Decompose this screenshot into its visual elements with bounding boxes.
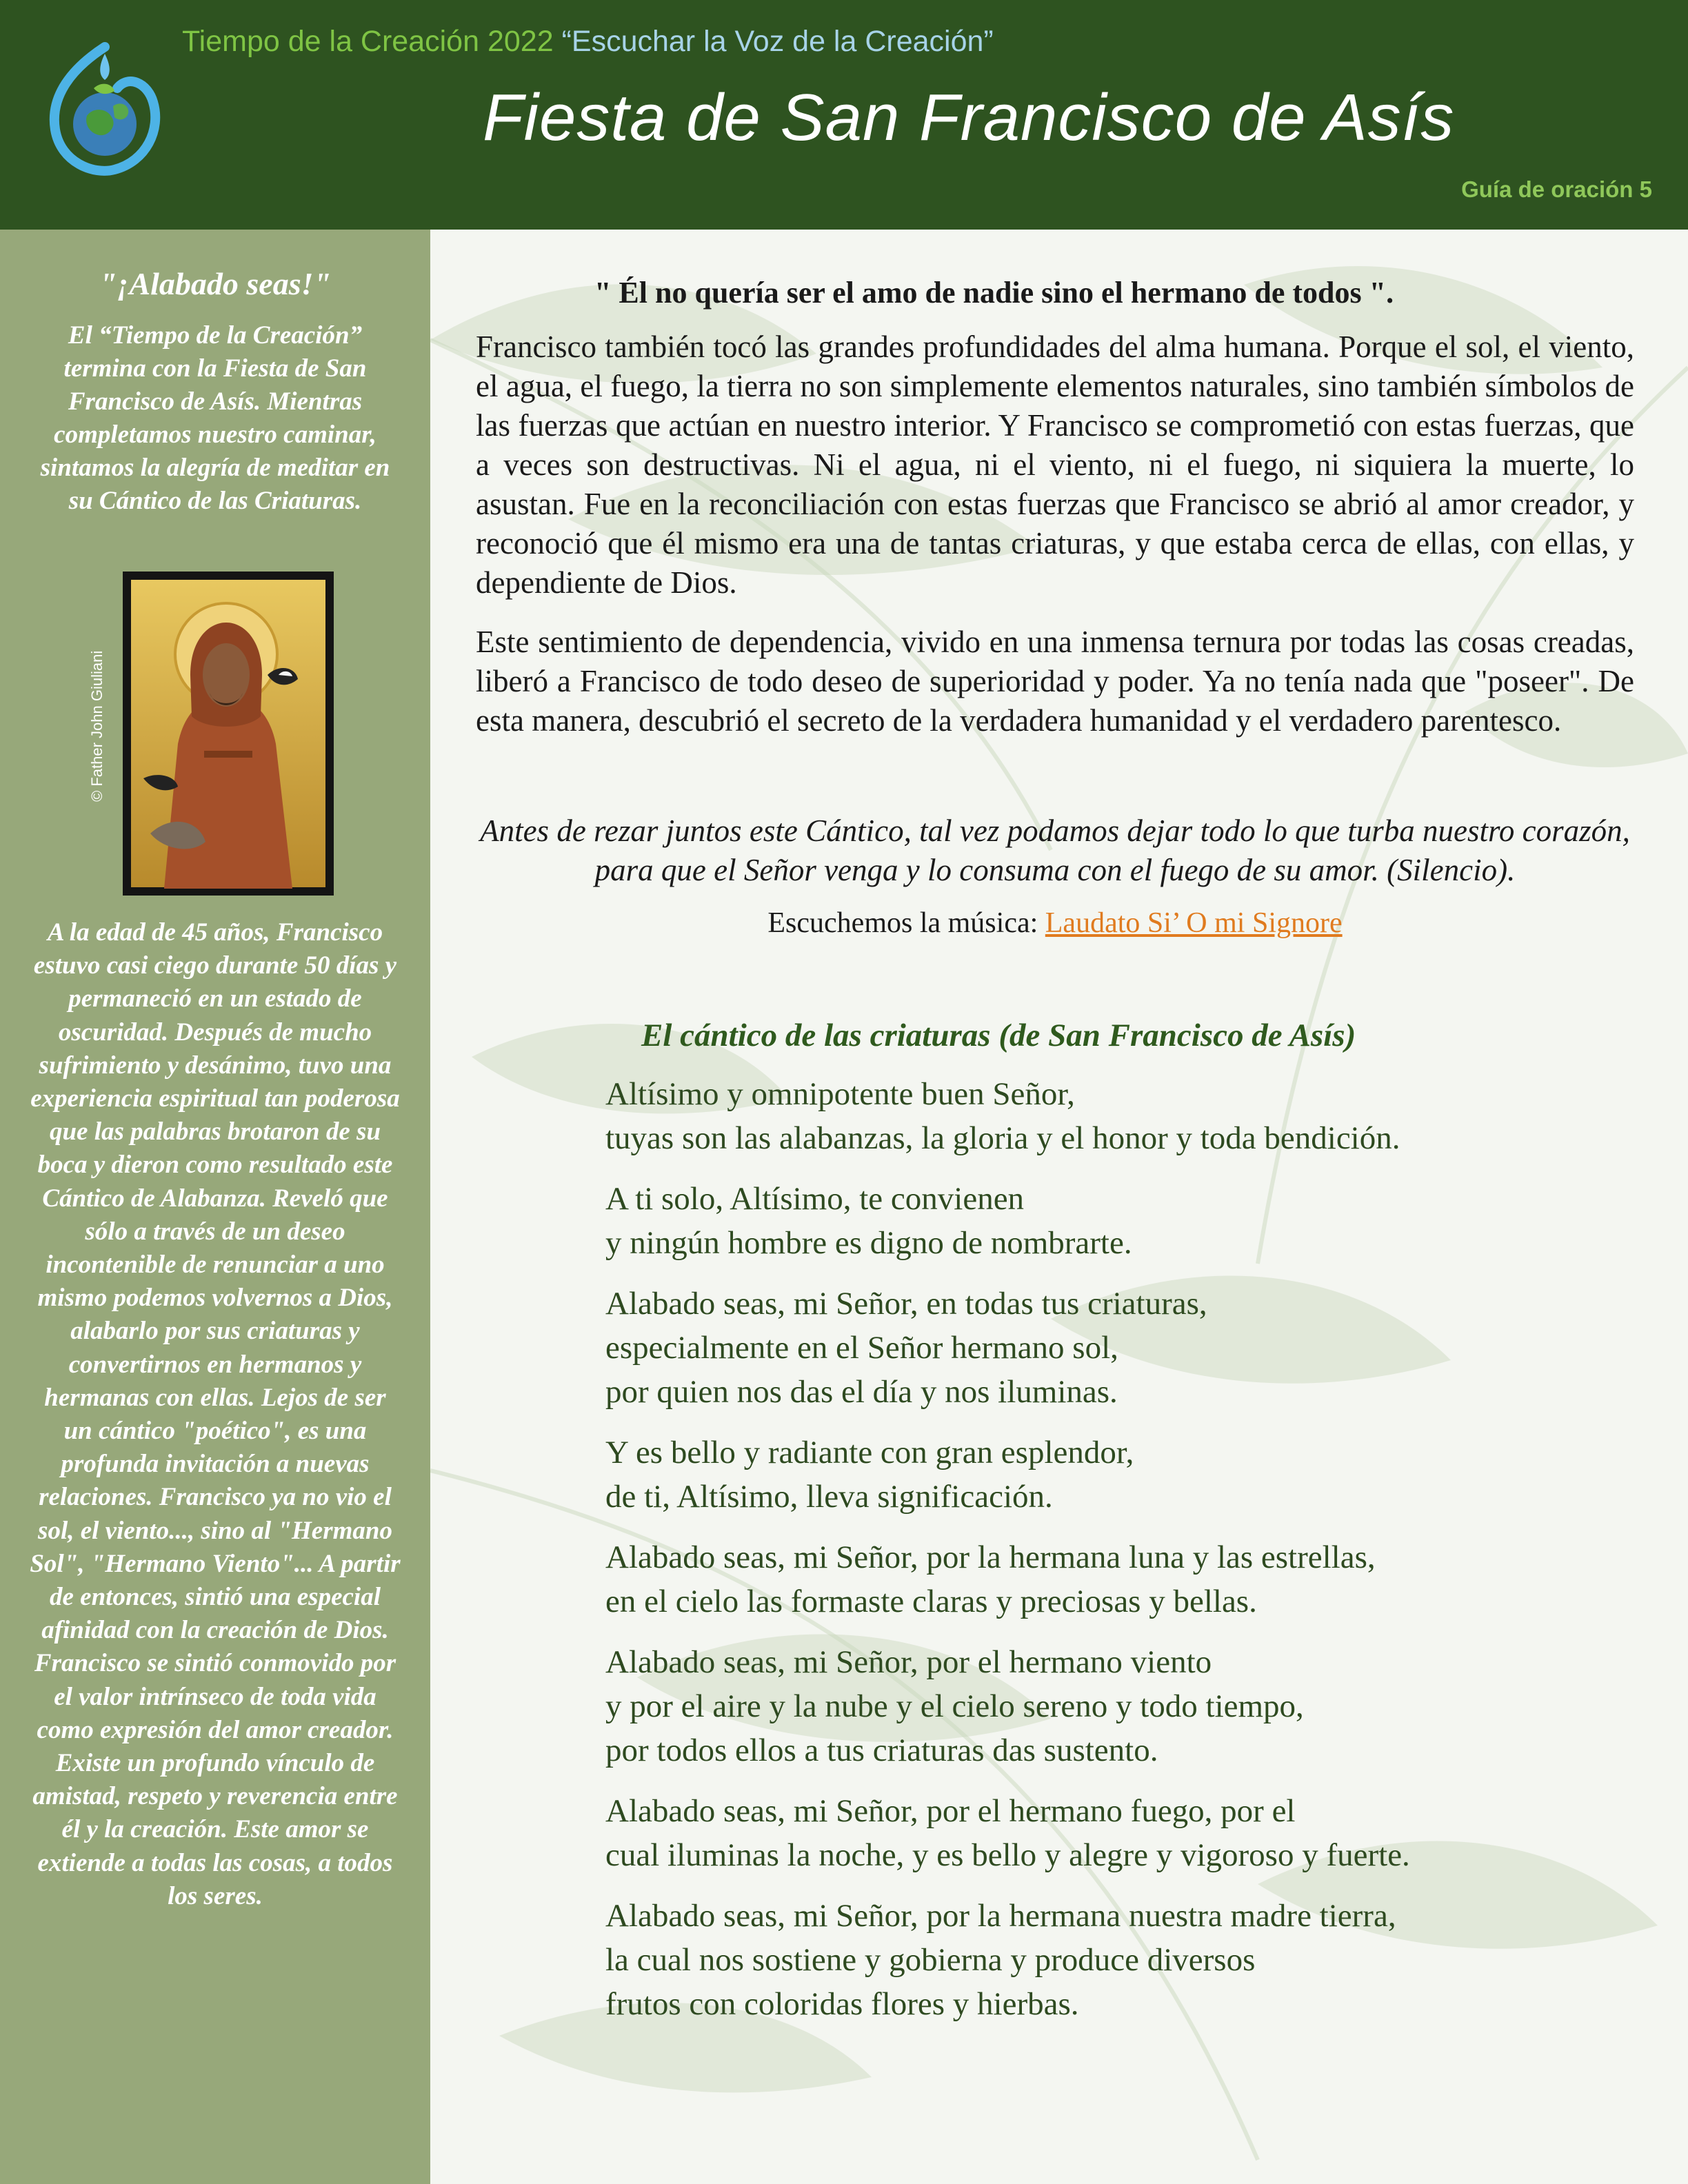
canticle-line: por quien nos das el día y nos iluminas. [605, 1374, 1118, 1410]
paragraph-1: Francisco también tocó las grandes profundidades del alma humana. Porque el sol, el viento, el agua, el fuego, la tierra no son simplemente elementos naturales, sino también símbolos de las fuerzas que actúan en nuestro interior. Y Francisco se comprometió con estas fuerzas, que a veces son destructivas. Ni el agua, ni el viento, ni el fuego, ni siquiera la muerte, lo asustan. Fue en la reconciliación con estas fuerzas que Francisco se abrió al amor creador, y reconoció que él mismo era una de tantas criaturas, y que estaba cerca de ellas, con ellas, y dependiente de Dios. [476, 330, 1634, 600]
canticle-stanza [605, 1282, 1571, 1414]
sidebar [0, 230, 430, 2184]
sidebar-intro: El “Tiempo de la Creación” termina con la Fiesta de San Francisco de Asís. Mientras completamos nuestro caminar, sintamos la alegría de meditar en su Cántico de las Criaturas. [40, 321, 390, 515]
series-title [182, 25, 994, 59]
canticle-stanza [605, 1894, 1571, 2026]
music-line [476, 907, 1634, 940]
music-label: Escuchemos la música: [767, 907, 1045, 939]
saint-francis-painting [123, 572, 334, 896]
guide-label: Guía de oración 5 [1461, 176, 1652, 202]
photo-credit: © Father John Giuliani [88, 650, 106, 802]
canticle-stanza [605, 1177, 1571, 1265]
canticle-line: tuyas son las alabanzas, la gloria y el honor y toda bendición. [605, 1120, 1400, 1156]
canticle-line: Y es bello y radiante con gran esplendor, [605, 1435, 1134, 1470]
canticle-line: especialmente en el Señor hermano sol, [605, 1330, 1118, 1366]
canticle-stanza [605, 1789, 1571, 1877]
canticle-stanza [605, 1072, 1571, 1160]
series-prefix: Tiempo de la Creación 2022 [182, 25, 562, 58]
sidebar-body: A la edad de 45 años, Francisco estuvo casi ciego durante 50 días y permaneció en un estado de oscuridad. Después de mucho sufrimiento y desánimo, tuvo una experiencia espiritual tan poderosa que las palabras brotaron de su boca y dieron como resultado este Cántico de Alabanza. Reveló que sólo a través de un deseo incontenible de renunciar a uno mismo podemos volvernos a Dios, alabarlo por sus criaturas y convertirnos en hermanos y hermanas con ellas. Lejos de ser un cántico "poético", es una profunda invitación a nuevas relaciones. Francisco ya no vio el sol, el viento..., sino al "Hermano Sol", "Hermano Viento"... A partir de entonces, sintió una especial afinidad con la creación de Dios. Francisco se sintió conmovido por el valor intrínseco de toda vida como expresión del amor creador. Existe un profundo vínculo de amistad, respeto y reverencia entre él y la creación. Este amor se extiende a todas las cosas, a todos los seres. [30, 918, 401, 1910]
paragraph-2: Este sentimiento de dependencia, vivido en una inmensa ternura por todas las cosas creadas, liberó a Francisco de todo deseo de superioridad y poder. Ya no tenía nada que "poseer". De esta manera, descubrió el secreto de la verdadera humanidad y el verdadero parentesco. [476, 625, 1634, 738]
canticle-line: cual iluminas la noche, y es bello y alegre y vigoroso y fuerte. [605, 1837, 1410, 1873]
canticle-line: de ti, Altísimo, lleva significación. [605, 1479, 1053, 1515]
canticle-line: Alabado seas, mi Señor, en todas tus criaturas, [605, 1286, 1207, 1322]
canticle-stanzas [605, 1072, 1571, 2043]
canticle-line: Alabado seas, mi Señor, por el hermano fuego, por el [605, 1793, 1296, 1829]
quote-heading: " Él no quería ser el amo de nadie sino el hermano de todos ". [594, 276, 1394, 310]
silence-invitation: Antes de rezar juntos este Cántico, tal vez podamos dejar todo lo que turba nuestro corazón, para que el Señor venga y lo consuma con el fuego de su amor. (Silencio). [480, 813, 1630, 887]
canticle-line: en el cielo las formaste claras y preciosas y bellas. [605, 1584, 1257, 1619]
canticle-line: Alabado seas, mi Señor, por la hermana luna y las estrellas, [605, 1539, 1376, 1575]
canticle-stanza [605, 1640, 1571, 1772]
canticle-line: y por el aire y la nube y el cielo sereno y todo tiempo, [605, 1688, 1304, 1724]
canticle-line: A ti solo, Altísimo, te convienen [605, 1181, 1025, 1217]
page-title: Fiesta de San Francisco de Asís [483, 81, 1455, 154]
canticle-title: El cántico de las criaturas (de San Francisco de Asís) [641, 1018, 1356, 1053]
canticle-line: Altísimo y omnipotente buen Señor, [605, 1076, 1075, 1112]
canticle-line: por todos ellos a tus criaturas das sustento. [605, 1732, 1158, 1768]
canticle-line: y ningún hombre es digno de nombrarte. [605, 1225, 1132, 1261]
canticle-line: la cual nos sostiene y gobierna y produce diversos [605, 1942, 1256, 1978]
music-link[interactable]: Laudato Si’ O mi Signore [1045, 907, 1343, 939]
canticle-line: Alabado seas, mi Señor, por la hermana nuestra madre tierra, [605, 1898, 1396, 1934]
season-of-creation-logo-icon [46, 40, 164, 176]
saint-francis-icon [123, 572, 334, 896]
canticle-stanza [605, 1535, 1571, 1624]
canticle-line: Alabado seas, mi Señor, por el hermano viento [605, 1644, 1212, 1680]
canticle-stanza [605, 1430, 1571, 1519]
series-theme: “Escuchar la Voz de la Creación” [561, 25, 994, 58]
canticle-line: frutos con coloridas flores y hierbas. [605, 1986, 1079, 2022]
header-banner [0, 0, 1688, 230]
sidebar-heading: "¡Alabado seas!" [99, 266, 332, 301]
